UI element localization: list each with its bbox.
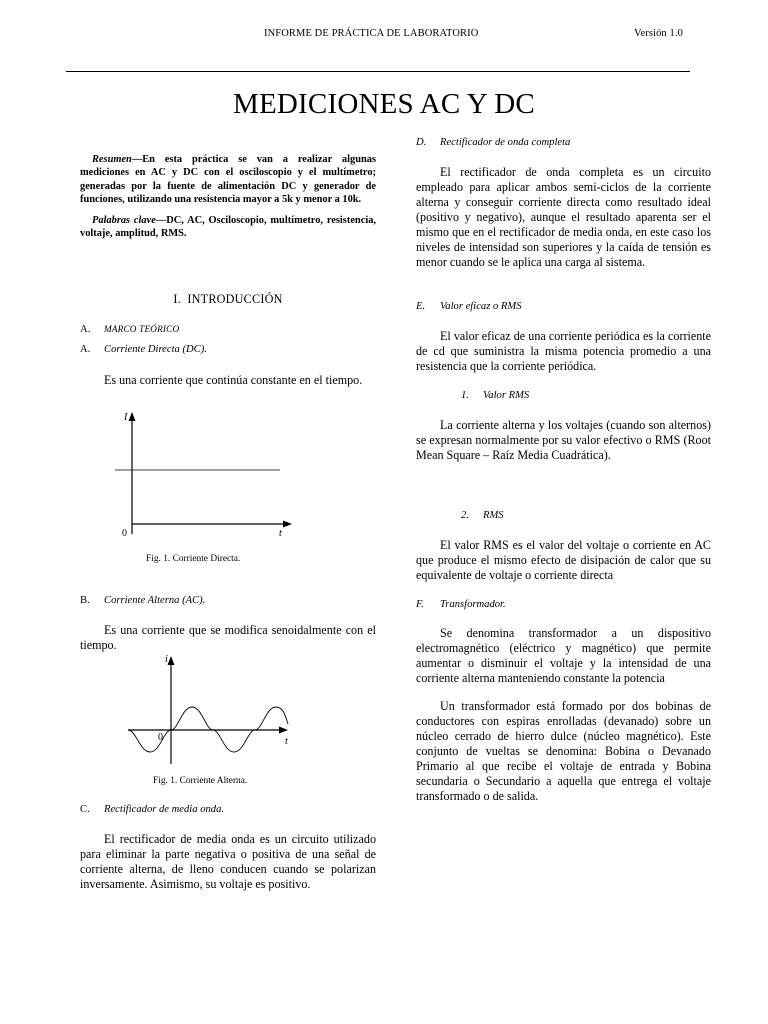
paragraph-ac: Es una corriente que se modifica senoidalmente con el tiempo. bbox=[80, 623, 376, 652]
paragraph-transformador-2: Un transformador está formado por dos bobinas de conductores con espiras enrolladas (devanado) sobre un núcleo cerrado de hierro dulce (núcleo magnético). Este conjunto de vueltas se denomina: Bobina o Devanado Primario al que recibe el voltaje de entrada y Bobina secundaria o Secundario a aquella que entrega el voltaje transformado o de salida. bbox=[416, 699, 711, 803]
section-title: INTRODUCCIÓN bbox=[187, 292, 283, 306]
running-header-title: INFORME DE PRÁCTICA DE LABORATORIO bbox=[264, 28, 479, 39]
y-axis-arrow bbox=[168, 656, 175, 665]
subheading-title: Valor RMS bbox=[483, 390, 530, 401]
subheading-label: D. bbox=[416, 137, 427, 148]
abstract-label: Resumen bbox=[92, 154, 132, 165]
subheading-title: Corriente Directa (DC). bbox=[104, 344, 207, 355]
paragraph-dc: Es una corriente que continúa constante en el tiempo. bbox=[104, 373, 363, 387]
paragraph-valor-rms: La corriente alterna y los voltajes (cuando son alternos) se expresan normalmente por su valor efectivo o RMS (Root Mean Square – Raíz Media Cuadrática). bbox=[416, 418, 711, 462]
subheading-rectificador-media-onda bbox=[80, 804, 376, 815]
subheading-transformador bbox=[416, 599, 711, 610]
subheading-marco-teorico bbox=[80, 324, 376, 335]
subheading-label: 2. bbox=[461, 510, 469, 521]
x-axis-arrow bbox=[283, 521, 292, 528]
y-axis-arrow bbox=[129, 412, 136, 421]
y-axis-label: I bbox=[124, 412, 128, 423]
x-axis-label: t bbox=[279, 528, 282, 539]
paragraph-half-wave: El rectificador de media onda es un circuito utilizado para eliminar la parte negativa o positiva de una señal de corriente alterna, de lleno conducen cuando se polarizan inversamente. Asimismo, su voltaje es positivo. bbox=[80, 832, 376, 891]
x-axis-label: t bbox=[285, 736, 288, 747]
subheading-label: C. bbox=[80, 804, 90, 815]
section-heading-introduccion bbox=[80, 292, 376, 307]
subheading-valor-rms bbox=[461, 390, 529, 401]
subheading-label: 1. bbox=[461, 390, 469, 401]
subheading-title: MARCO TEÓRICO bbox=[104, 324, 180, 334]
keywords-label: Palabras clave bbox=[92, 214, 156, 226]
origin-label: 0 bbox=[158, 732, 163, 743]
subheading-rectificador-onda-completa bbox=[416, 137, 711, 148]
subheading-title: RMS bbox=[483, 510, 504, 521]
keywords bbox=[80, 214, 376, 241]
abstract bbox=[80, 153, 376, 207]
origin-label: 0 bbox=[122, 528, 127, 539]
subheading-title: Rectificador de media onda. bbox=[104, 804, 225, 815]
subheading-valor-eficaz bbox=[416, 301, 711, 312]
figure-caption-dc: Fig. 1. Corriente Directa. bbox=[146, 554, 241, 564]
header-rule bbox=[66, 71, 690, 72]
paragraph-valor-eficaz: El valor eficaz de una corriente periódica es la corriente de cd que suministra la misma potencia promedio a una resistencia que la corriente periódica. bbox=[416, 329, 711, 373]
figure-ac-plot bbox=[124, 652, 300, 770]
subheading-title: Rectificador de onda completa bbox=[440, 137, 571, 148]
abstract-text: —En esta práctica se van a realizar algunas mediciones en AC y DC con el osciloscopio y el multímetro; generadas por la fuente de alimentación DC y generador de funciones, utilizando una resistencia mayor a 5k y menor a 10k. bbox=[80, 154, 376, 206]
paragraph-transformador-1: Se denomina transformador a un dispositivo electromagnético (eléctrico y magnético) que permite aumentar o disminuir el voltaje y la intensidad de una corriente alterna manteniendo constante la potencia bbox=[416, 626, 711, 685]
subheading-rms bbox=[461, 510, 504, 521]
subheading-corriente-alterna bbox=[80, 595, 376, 606]
subheading-label: B. bbox=[80, 595, 90, 606]
subheading-label: A. bbox=[80, 344, 91, 355]
running-header-version: Versión 1.0 bbox=[634, 28, 683, 39]
subheading-label: F. bbox=[416, 599, 424, 610]
keywords-text: —DC, AC, Osciloscopio, multímetro, resistencia, voltaje, amplitud, RMS. bbox=[80, 214, 376, 240]
paragraph-rms: El valor RMS es el valor del voltaje o corriente en AC que produce el mismo efecto de disipación de calor que su equivalente de voltaje o corriente directa bbox=[416, 538, 711, 582]
subheading-title: Transformador. bbox=[440, 599, 506, 610]
paper-title: MEDICIONES AC Y DC bbox=[233, 88, 535, 120]
subheading-title: Valor eficaz o RMS bbox=[440, 301, 522, 312]
subheading-corriente-directa bbox=[80, 344, 376, 355]
x-axis-arrow bbox=[279, 727, 288, 734]
subheading-label: A. bbox=[80, 324, 91, 335]
subheading-label: E. bbox=[416, 301, 426, 312]
subheading-title: Corriente Alterna (AC). bbox=[104, 595, 206, 606]
y-axis-label: i bbox=[165, 654, 168, 665]
figure-dc-plot bbox=[110, 408, 300, 546]
abstract-block bbox=[80, 153, 376, 240]
figure-caption-ac: Fig. 1. Corriente Alterna. bbox=[153, 776, 248, 786]
section-number: I. bbox=[173, 292, 181, 306]
paragraph-full-wave: El rectificador de onda completa es un circuito empleado para aplicar ambos semi-ciclos de la corriente alterna y conseguir corriente directa como resultado ideal (positivo y negativo), aunque el resultado aparenta ser el mismo que en el rectificador de media onda, en este caso los niveles de intensidad son superiores y la caída de tensión es menor cuando se le aplica una carga al sistema. bbox=[416, 165, 711, 269]
